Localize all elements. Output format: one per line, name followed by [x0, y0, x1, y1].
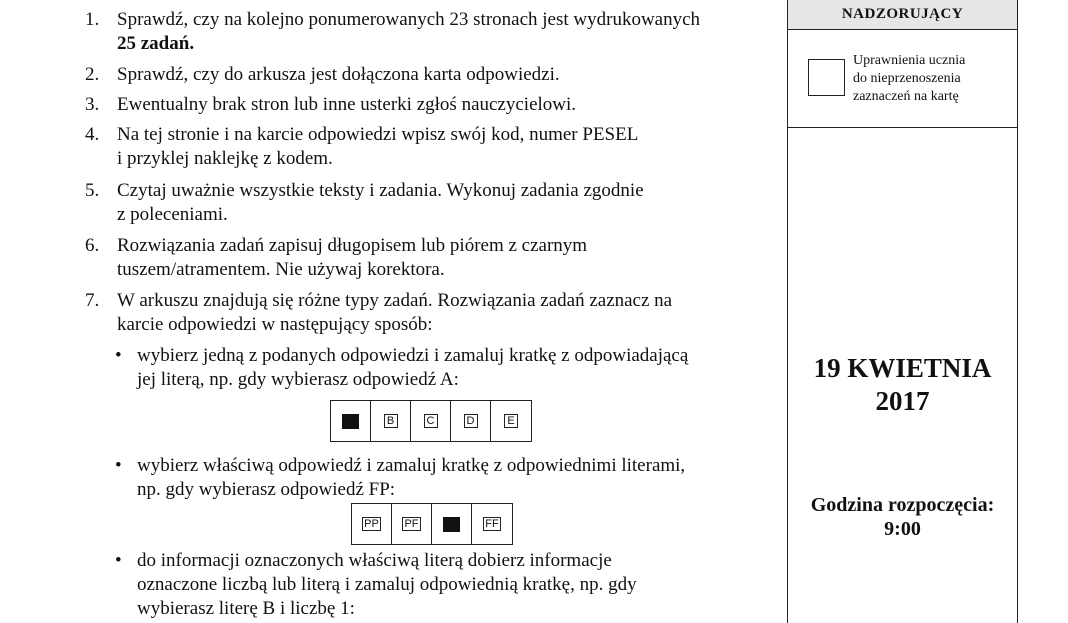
bullet-symbol: •	[115, 345, 122, 366]
bullet-text: np. gdy wybierasz odpowiedź FP:	[137, 479, 396, 500]
answer-cell-a	[331, 401, 371, 441]
instruction-text: Rozwiązania zadań zapisuj długopisem lub piórem z czarnym	[117, 235, 588, 256]
answer-letter: E	[504, 414, 518, 428]
permission-label-line: zaznaczeń na kartę	[853, 89, 959, 104]
instruction-number: 6.	[85, 235, 100, 256]
instruction-text: tuszem/atramentem. Nie używaj korektora.	[117, 259, 445, 280]
answer-cell-ff	[472, 504, 512, 544]
bullet-symbol: •	[115, 455, 122, 476]
filled-square-icon	[443, 517, 460, 532]
exam-date	[788, 352, 1017, 418]
instruction-text: Czytaj uważnie wszystkie teksty i zadania. Wykonuj zadania zgodnie	[117, 180, 644, 201]
start-time-label: Godzina rozpoczęcia:	[810, 494, 995, 516]
instruction-number: 2.	[85, 64, 100, 85]
exam-info-panel	[787, 0, 1018, 623]
answer-letter: D	[464, 414, 478, 428]
bullet-text: jej literą, np. gdy wybierasz odpowiedź A:	[137, 369, 459, 390]
answer-cell-pp	[352, 504, 392, 544]
supervisor-header: NADZORUJĄCY	[788, 0, 1017, 30]
bullet-text: wybierasz literę B i liczbę 1:	[137, 598, 355, 619]
panel-divider	[788, 127, 1017, 128]
answer-letter: PP	[364, 518, 379, 530]
bullet-text: wybierz jedną z podanych odpowiedzi i zamaluj kratkę z odpowiadającą	[137, 345, 689, 366]
exam-date-year: 2017	[875, 386, 930, 416]
answer-cell-fp	[432, 504, 472, 544]
bullet-text: oznaczone liczbą lub literą i zamaluj odpowiednią kratkę, np. gdy	[137, 574, 637, 595]
start-time-block	[788, 493, 1017, 541]
exam-date-day: 19 KWIETNIA	[813, 353, 992, 383]
answer-cell-pf	[392, 504, 432, 544]
instruction-number: 3.	[85, 94, 100, 115]
permission-label-line: Uprawnienia ucznia	[853, 53, 966, 68]
permission-label-line: do nieprzenoszenia	[853, 71, 961, 86]
answer-cell-d	[451, 401, 491, 441]
instruction-text-bold: 25 zadań.	[117, 33, 195, 54]
bullet-text: do informacji oznaczonych właściwą literą dobierz informacje	[137, 550, 612, 571]
permission-checkbox[interactable]	[808, 59, 845, 96]
instruction-text: karcie odpowiedzi w następujący sposób:	[117, 314, 433, 335]
answer-cell-e	[491, 401, 531, 441]
answer-letter: B	[384, 414, 398, 428]
instruction-number: 4.	[85, 124, 100, 145]
answer-cell-c	[411, 401, 451, 441]
instruction-text: Sprawdź, czy do arkusza jest dołączona karta odpowiedzi.	[117, 64, 560, 85]
instruction-text: Na tej stronie i na karcie odpowiedzi wpisz swój kod, numer PESEL	[117, 124, 639, 145]
filled-square-icon	[342, 414, 359, 429]
instruction-text: W arkuszu znajdują się różne typy zadań. Rozwiązania zadań zaznacz na	[117, 290, 673, 311]
instruction-text: i przyklej naklejkę z kodem.	[117, 148, 333, 169]
answer-letter: C	[424, 414, 438, 428]
answer-cell-b	[371, 401, 411, 441]
permission-label	[853, 52, 1013, 106]
example-answer-row-abcde	[330, 400, 532, 442]
example-answer-row-pf	[351, 503, 513, 545]
start-time-value: 9:00	[884, 518, 921, 540]
instruction-number: 1.	[85, 9, 100, 30]
instruction-text: z poleceniami.	[117, 204, 228, 225]
instruction-number: 5.	[85, 180, 100, 201]
bullet-text: wybierz właściwą odpowiedź i zamaluj kratkę z odpowiednimi literami,	[137, 455, 686, 476]
answer-letter: FF	[485, 518, 499, 530]
instruction-number: 7.	[85, 290, 100, 311]
instruction-text: Sprawdź, czy na kolejno ponumerowanych 23 stronach jest wydrukowanych	[117, 9, 701, 30]
instruction-text: Ewentualny brak stron lub inne usterki zgłoś nauczycielowi.	[117, 94, 577, 115]
bullet-symbol: •	[115, 550, 122, 571]
answer-letter: PF	[404, 518, 419, 530]
